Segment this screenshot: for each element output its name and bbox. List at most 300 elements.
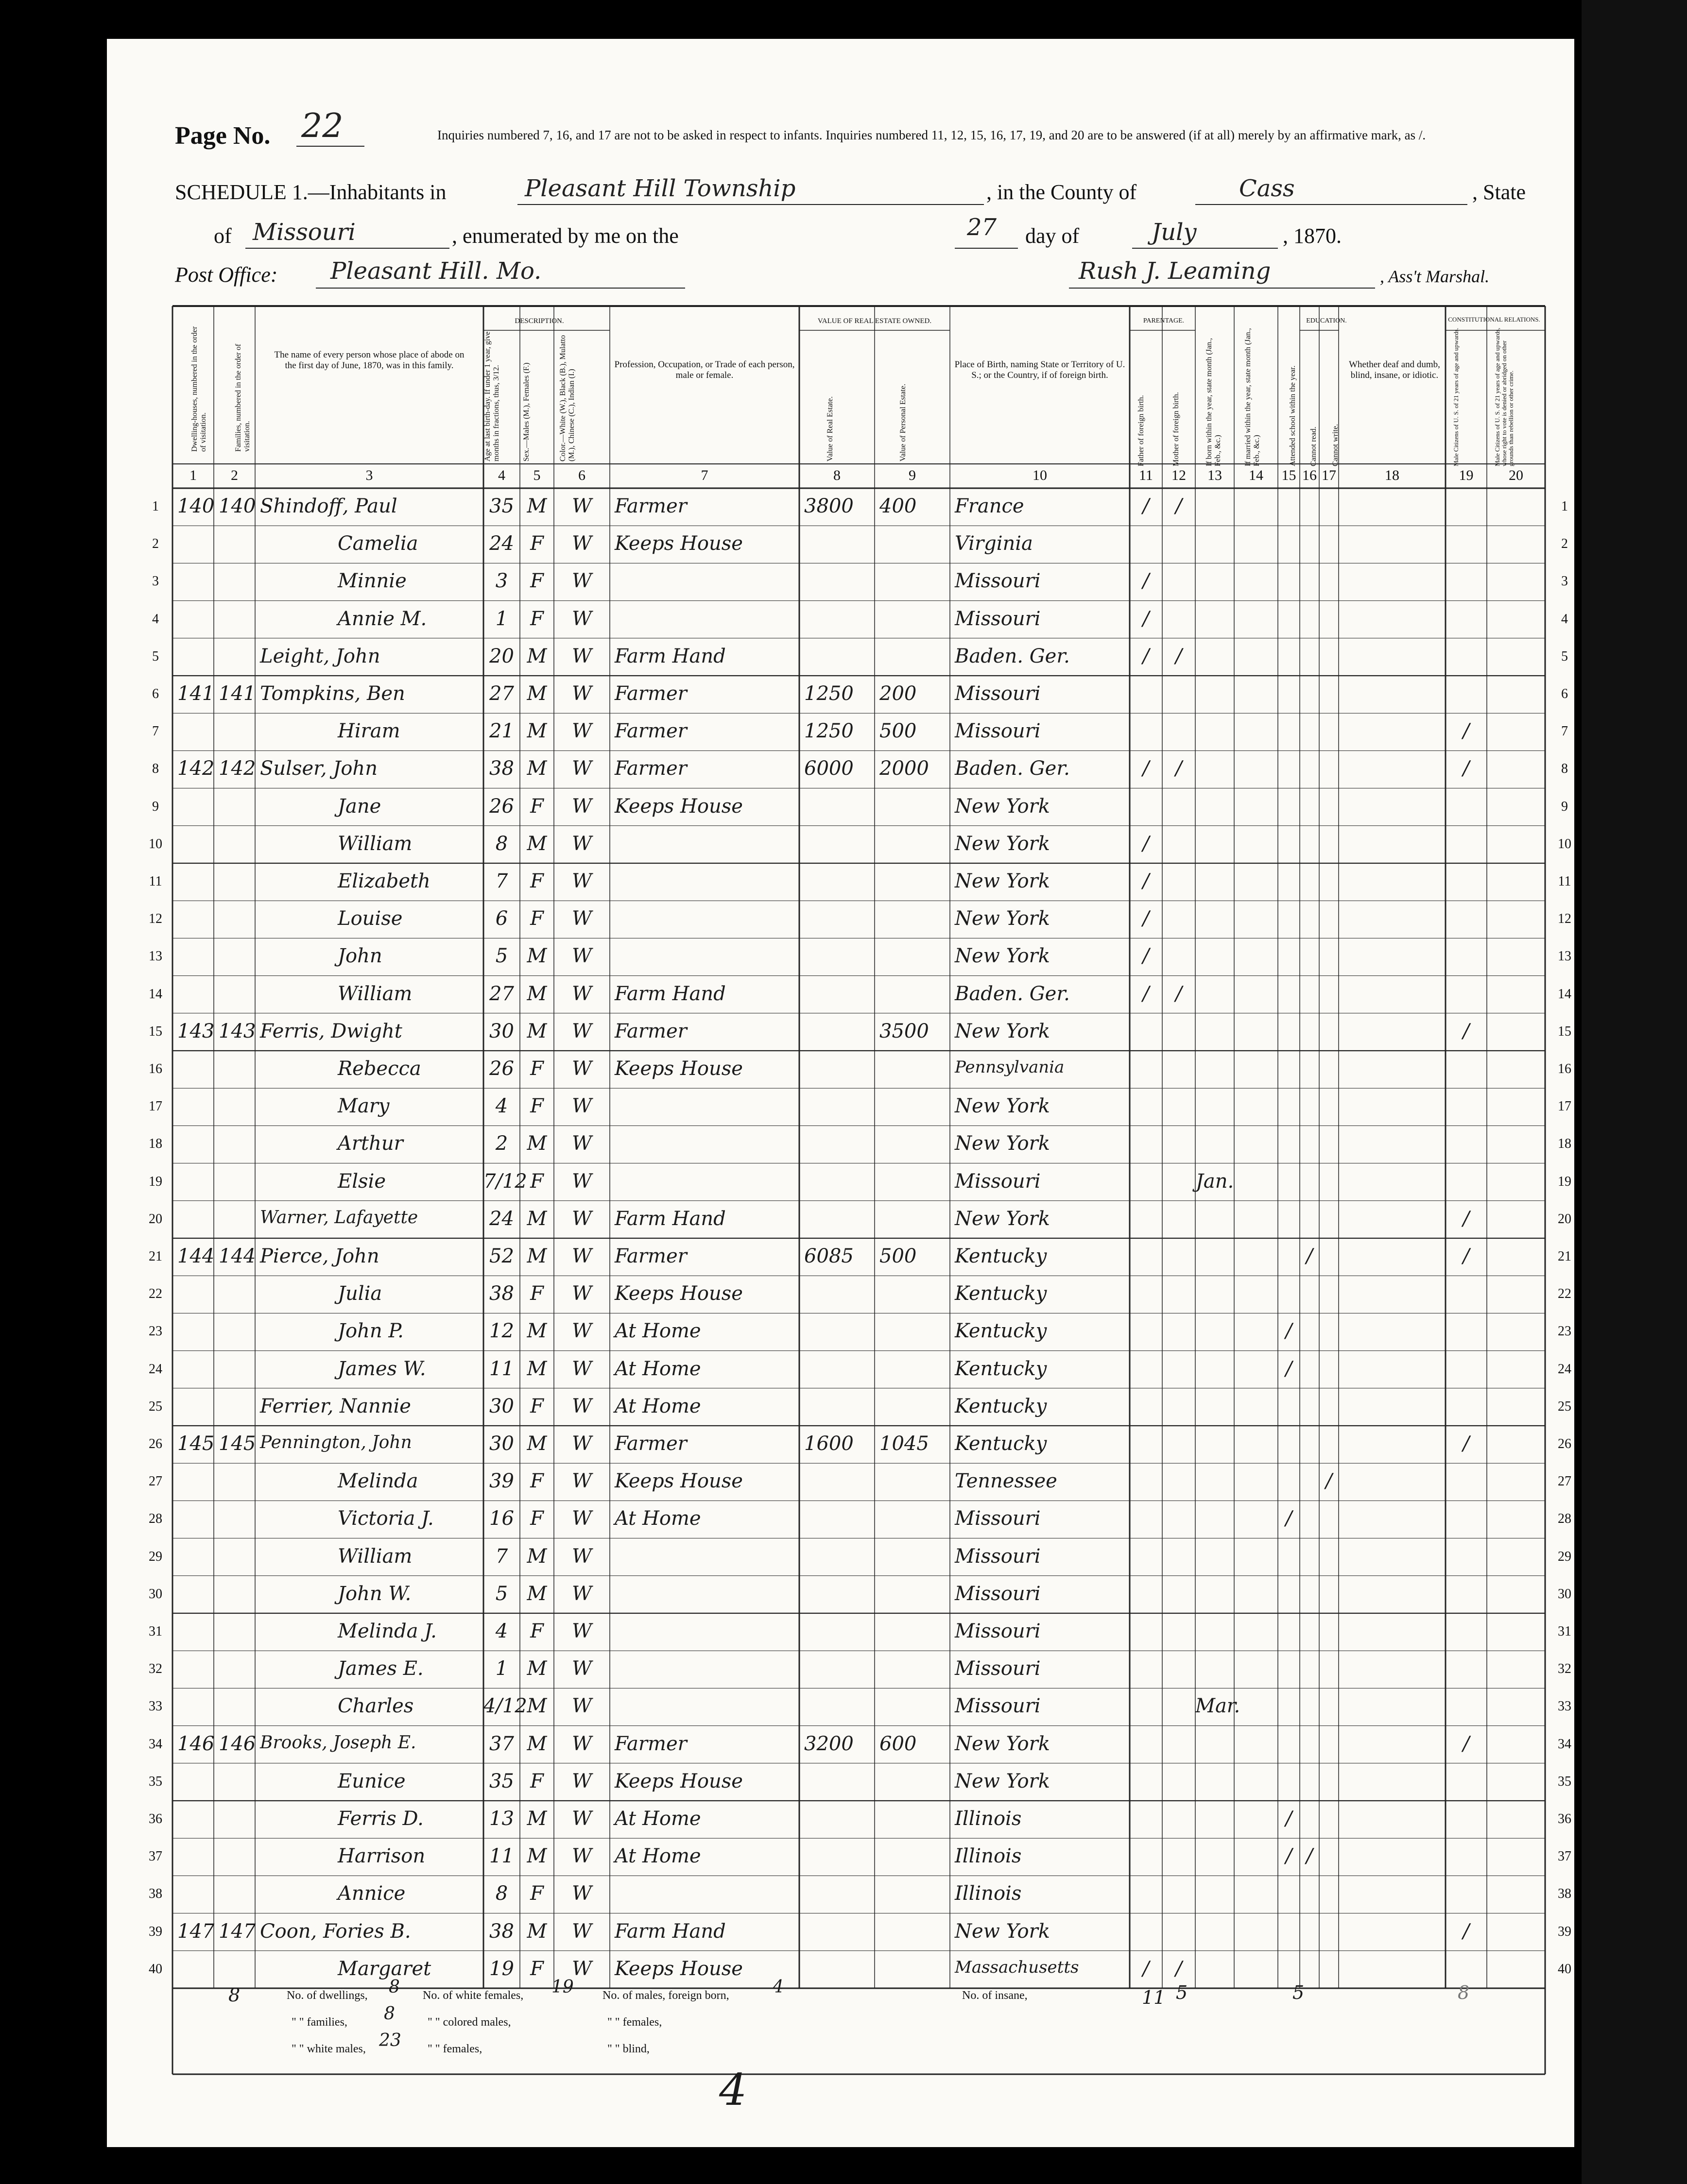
- sex: M: [527, 1582, 547, 1605]
- person-name: Shindoff, Paul: [260, 495, 397, 517]
- sex: M: [527, 1020, 547, 1042]
- bottom-mark: 4: [719, 2065, 747, 2116]
- line-number: 33: [149, 1699, 162, 1714]
- father-foreign-mark: /: [1142, 870, 1150, 892]
- sex: M: [527, 1132, 547, 1155]
- blind-label: " " blind,: [607, 2043, 650, 2055]
- age: 35: [489, 495, 514, 517]
- cannot-write-mark: /: [1326, 1470, 1332, 1493]
- line-number: 14: [149, 986, 162, 1002]
- line-number: 32: [1558, 1661, 1571, 1677]
- line-number: 39: [149, 1924, 162, 1939]
- line-number: 35: [1558, 1774, 1571, 1789]
- color: W: [571, 757, 592, 780]
- color: W: [571, 1470, 592, 1493]
- color: W: [571, 1170, 592, 1193]
- line-number: 24: [1558, 1361, 1571, 1377]
- birthplace: New York: [955, 795, 1050, 818]
- sex: M: [527, 1657, 547, 1680]
- person-name: Sulser, John: [260, 757, 378, 780]
- col15-heading: Attended school within the year.: [1289, 365, 1297, 466]
- sex: M: [527, 720, 547, 743]
- constitutional-heading: CONSTITUTIONAL RELATIONS.: [1448, 316, 1540, 323]
- sex: M: [527, 1433, 547, 1455]
- col12-heading: Mother of foreign birth.: [1172, 392, 1180, 466]
- personal-estate-value: 500: [879, 720, 917, 743]
- birthplace: New York: [955, 1095, 1050, 1118]
- birthplace: Missouri: [955, 1657, 1041, 1680]
- line-number: 37: [149, 1849, 162, 1864]
- color: W: [571, 532, 592, 555]
- age: 38: [489, 757, 514, 780]
- color: W: [571, 870, 592, 892]
- line-number: 36: [149, 1811, 162, 1826]
- sex: F: [530, 1882, 544, 1905]
- person-name: Pennington, John: [260, 1433, 412, 1452]
- line-number: 9: [1561, 799, 1568, 814]
- line-number: 34: [1558, 1736, 1571, 1752]
- footer-col-total: 8: [228, 1984, 241, 2006]
- father-foreign-mark: /: [1142, 570, 1150, 593]
- line-number: 39: [1558, 1924, 1571, 1939]
- family-number: 144: [219, 1245, 256, 1267]
- age: 21: [489, 720, 514, 743]
- birthplace: New York: [955, 1207, 1050, 1230]
- color: W: [571, 607, 592, 630]
- person-name: Victoria J.: [338, 1507, 434, 1530]
- line-number: 40: [1558, 1961, 1571, 1977]
- females-foreign-label: " " females,: [607, 2016, 662, 2029]
- citizen-mark: /: [1463, 1245, 1470, 1267]
- col6-heading: Color.—White (W.), Black (B.), Mulatto (M.), Chinese (C.), Indian (I.): [559, 335, 576, 461]
- age: 38: [489, 1920, 514, 1943]
- line-number: 28: [149, 1511, 162, 1527]
- line-number: 22: [1558, 1286, 1571, 1302]
- tally-school: 5: [1292, 1982, 1305, 2003]
- tally-mother: 5: [1176, 1982, 1188, 2003]
- age: 8: [495, 1882, 508, 1905]
- line-number: 38: [149, 1886, 162, 1902]
- line-number: 16: [149, 1061, 162, 1076]
- post-office-name: Pleasant Hill. Mo.: [330, 257, 542, 285]
- occupation: Keeps House: [615, 1470, 743, 1493]
- line-number: 34: [149, 1736, 162, 1752]
- father-foreign-mark: /: [1142, 607, 1150, 630]
- birthplace: Missouri: [955, 1695, 1041, 1718]
- line-number: 7: [152, 724, 159, 739]
- description-heading: DESCRIPTION.: [515, 317, 564, 325]
- sex: M: [527, 682, 547, 705]
- birthplace: New York: [955, 945, 1050, 968]
- col19-heading: Male Citizens of U. S. of 21 years of age and upwards.: [1452, 327, 1460, 466]
- person-name: John W.: [338, 1582, 412, 1605]
- line-number: 3: [1561, 574, 1568, 589]
- family-number: 142: [219, 757, 256, 780]
- dwelling-number: 145: [177, 1433, 215, 1455]
- sex: M: [527, 1808, 547, 1830]
- school-mark: /: [1285, 1845, 1292, 1868]
- father-foreign-mark: /: [1142, 832, 1150, 855]
- col13-heading: If born within the year, state month (Jan., Feb., &c.): [1205, 338, 1222, 466]
- parentage-heading: PARENTAGE.: [1143, 317, 1185, 324]
- col5-heading: Sex.—Males (M.), Females (F.): [522, 362, 531, 461]
- col8-heading: Value of Real Estate.: [826, 396, 834, 461]
- white-males-label: " " white males,: [292, 2043, 366, 2055]
- occupation: Farmer: [615, 1732, 687, 1755]
- family-number: 147: [219, 1920, 256, 1943]
- col9-heading: Value of Personal Estate.: [899, 384, 907, 461]
- father-foreign-mark: /: [1142, 907, 1150, 930]
- enumeration-month: July: [1152, 219, 1197, 246]
- personal-estate-value: 2000: [879, 757, 929, 780]
- color: W: [571, 570, 592, 593]
- color: W: [571, 1320, 592, 1343]
- line-number: 19: [1558, 1174, 1571, 1189]
- age: 4: [495, 1620, 508, 1642]
- column-number: 3: [365, 467, 373, 483]
- tally-citizens: 8: [1458, 1982, 1470, 2003]
- line-number: 28: [1558, 1511, 1571, 1527]
- mother-foreign-mark: /: [1175, 645, 1182, 667]
- color: W: [571, 982, 592, 1005]
- age: 11: [489, 1845, 514, 1868]
- person-name: James E.: [338, 1657, 424, 1680]
- sex: M: [527, 832, 547, 855]
- person-name: Jane: [338, 795, 381, 818]
- birthplace: Kentucky: [955, 1357, 1047, 1380]
- color: W: [571, 1957, 592, 1980]
- occupation: Keeps House: [615, 795, 743, 818]
- personal-estate-value: 400: [879, 495, 917, 517]
- column-number: 5: [533, 467, 541, 483]
- occupation: Farm Hand: [615, 645, 726, 667]
- scan-edge: [1582, 0, 1687, 2184]
- mother-foreign-mark: /: [1175, 982, 1182, 1005]
- sex: F: [530, 1770, 544, 1792]
- enumerated-label: , enumerated by me on the: [452, 224, 679, 248]
- citizen-mark: /: [1463, 757, 1470, 780]
- person-name: William: [338, 832, 413, 855]
- dwelling-number: 140: [177, 495, 215, 517]
- color: W: [571, 495, 592, 517]
- township-name: Pleasant Hill Township: [525, 175, 796, 202]
- cannot-read-mark: /: [1306, 1245, 1313, 1267]
- person-name: Minnie: [338, 570, 407, 593]
- birthplace: New York: [955, 1020, 1050, 1042]
- line-number: 40: [149, 1961, 162, 1977]
- line-number: 27: [149, 1474, 162, 1489]
- sex: M: [527, 1920, 547, 1943]
- color: W: [571, 1095, 592, 1118]
- sex: M: [527, 645, 547, 667]
- line-number: 23: [149, 1324, 162, 1339]
- line-number: 14: [1558, 986, 1571, 1002]
- dwelling-number: 143: [177, 1020, 215, 1042]
- line-number: 12: [1558, 911, 1571, 927]
- sex: F: [530, 1058, 544, 1080]
- color: W: [571, 1207, 592, 1230]
- sex: M: [527, 1207, 547, 1230]
- line-number: 18: [149, 1136, 162, 1152]
- occupation: Keeps House: [615, 1770, 743, 1792]
- real-estate-value: 1600: [804, 1433, 854, 1455]
- birthplace: New York: [955, 1920, 1050, 1943]
- person-name: John: [338, 945, 382, 968]
- birthplace: Massachusetts: [955, 1957, 1079, 1977]
- age: 35: [489, 1770, 514, 1792]
- sex: M: [527, 495, 547, 517]
- occupation: Farmer: [615, 757, 687, 780]
- column-number: 19: [1459, 467, 1474, 483]
- page-number: 22: [301, 107, 344, 145]
- person-name: Arthur: [338, 1132, 403, 1155]
- color: W: [571, 1282, 592, 1305]
- citizen-mark: /: [1463, 1920, 1470, 1943]
- tally-father: 11: [1142, 1987, 1166, 2008]
- line-number: 26: [1558, 1436, 1571, 1451]
- line-number: 2: [152, 536, 159, 552]
- color: W: [571, 1695, 592, 1718]
- sex: F: [530, 1470, 544, 1493]
- line-number: 17: [1558, 1099, 1571, 1114]
- line-number: 1: [152, 499, 159, 514]
- person-name: Harrison: [338, 1845, 426, 1868]
- age: 24: [489, 1207, 514, 1230]
- sex: F: [530, 1282, 544, 1305]
- personal-estate-value: 600: [879, 1732, 917, 1755]
- occupation: Farm Hand: [615, 982, 726, 1005]
- line-number: 8: [1561, 761, 1568, 777]
- birthplace: Virginia: [955, 532, 1033, 555]
- person-name: Brooks, Joseph E.: [260, 1732, 416, 1753]
- line-number: 2: [1561, 536, 1568, 552]
- line-number: 32: [149, 1661, 162, 1677]
- marshal-signature: Rush J. Leaming: [1079, 257, 1271, 285]
- color: W: [571, 907, 592, 930]
- line-number: 8: [152, 761, 159, 777]
- birthplace: Kentucky: [955, 1433, 1047, 1455]
- occupation: Farmer: [615, 720, 687, 743]
- occupation: Farmer: [615, 1020, 687, 1042]
- age: 6: [495, 907, 508, 930]
- sex: M: [527, 982, 547, 1005]
- person-name: Julia: [338, 1282, 382, 1305]
- age: 26: [489, 795, 514, 818]
- birthplace: Baden. Ger.: [955, 757, 1070, 780]
- sex: M: [527, 757, 547, 780]
- enumeration-day: 27: [967, 214, 997, 241]
- sex: F: [530, 1095, 544, 1118]
- line-number: 27: [1558, 1474, 1571, 1489]
- birthplace: Missouri: [955, 607, 1041, 630]
- age: 2: [495, 1132, 508, 1155]
- color: W: [571, 832, 592, 855]
- age: 38: [489, 1282, 514, 1305]
- birthplace: Missouri: [955, 720, 1041, 743]
- age: 7/12: [483, 1170, 527, 1193]
- age: 13: [489, 1808, 514, 1830]
- of-label: of: [214, 224, 232, 248]
- personal-estate-value: 500: [879, 1245, 917, 1267]
- occupation: Farmer: [615, 1245, 687, 1267]
- line-number: 7: [1561, 724, 1568, 739]
- birthplace: Baden. Ger.: [955, 645, 1070, 667]
- color: W: [571, 1545, 592, 1568]
- inquiries-note: Inquiries numbered 7, 16, and 17 are not to be asked in respect to infants. Inquiries numbered 11, 12, 15, 16, 17, 19, and 20 are to be answered (if at all) merely by an affirmative mark, as /.: [437, 128, 1426, 142]
- line-number: 29: [149, 1549, 162, 1564]
- occupation: Keeps House: [615, 1282, 743, 1305]
- occupation: At Home: [615, 1808, 701, 1830]
- colored-females-label: " " females,: [428, 2043, 482, 2055]
- line-number: 36: [1558, 1811, 1571, 1826]
- line-number: 6: [1561, 686, 1568, 701]
- personal-estate-value: 1045: [879, 1433, 929, 1455]
- line-number: 37: [1558, 1849, 1571, 1864]
- col14-heading: If married within the year, state month (Jan., Feb., &c.): [1244, 328, 1261, 466]
- color: W: [571, 1732, 592, 1755]
- column-number: 2: [231, 467, 238, 483]
- white-females-count: 19: [551, 1977, 574, 1997]
- birthplace: Illinois: [955, 1882, 1022, 1905]
- father-foreign-mark: /: [1142, 495, 1150, 517]
- dwelling-number: 147: [177, 1920, 215, 1943]
- father-foreign-mark: /: [1142, 757, 1150, 780]
- column-number: 13: [1207, 467, 1222, 483]
- color: W: [571, 1433, 592, 1455]
- sex: F: [530, 1170, 544, 1193]
- age: 30: [489, 1020, 514, 1042]
- column-number: 14: [1249, 467, 1263, 483]
- age: 52: [489, 1245, 514, 1267]
- sex: M: [527, 1357, 547, 1380]
- color: W: [571, 945, 592, 968]
- person-name: Melinda: [338, 1470, 418, 1493]
- person-name: Annice: [338, 1882, 406, 1905]
- person-name: Leight, John: [260, 645, 380, 667]
- age: 4: [495, 1095, 508, 1118]
- line-number: 19: [149, 1174, 162, 1189]
- marshal-suffix: , Ass't Marshal.: [1380, 267, 1490, 286]
- family-number: 141: [219, 682, 256, 705]
- family-number: 145: [219, 1433, 256, 1455]
- birthplace: Missouri: [955, 1620, 1041, 1642]
- dwelling-number: 144: [177, 1245, 215, 1267]
- age: 8: [495, 832, 508, 855]
- birthplace: Missouri: [955, 682, 1041, 705]
- line-number: 3: [152, 574, 159, 589]
- age: 37: [489, 1732, 514, 1755]
- line-number: 30: [149, 1586, 162, 1602]
- family-number: 143: [219, 1020, 256, 1042]
- real-estate-value: 6085: [804, 1245, 854, 1267]
- line-number: 1: [1561, 499, 1568, 514]
- sex: M: [527, 945, 547, 968]
- age: 5: [495, 1582, 508, 1605]
- col11-heading: Father of foreign birth.: [1137, 395, 1145, 466]
- column-number: 6: [578, 467, 585, 483]
- line-number: 20: [1558, 1211, 1571, 1227]
- column-number: 16: [1302, 467, 1317, 483]
- person-name: Elsie: [338, 1170, 386, 1193]
- sex: F: [530, 607, 544, 630]
- color: W: [571, 1132, 592, 1155]
- color: W: [571, 1395, 592, 1417]
- sex: F: [530, 1957, 544, 1980]
- line-number: 35: [149, 1774, 162, 1789]
- sex: F: [530, 870, 544, 892]
- occupation: At Home: [615, 1845, 701, 1868]
- sex: F: [530, 1395, 544, 1417]
- color: W: [571, 1245, 592, 1267]
- line-number: 13: [149, 949, 162, 964]
- line-number: 6: [152, 686, 159, 701]
- age: 7: [495, 1545, 508, 1568]
- birthplace: New York: [955, 832, 1050, 855]
- dwelling-number: 142: [177, 757, 215, 780]
- col20-heading: Male Citizens of U. S. of 21 years of age and upwards, whose right to vote is denied or abridged on other grounds than rebellion or other crime.: [1494, 327, 1515, 466]
- color: W: [571, 1770, 592, 1792]
- colored-males-label: " " colored males,: [428, 2016, 511, 2029]
- line-number: 23: [1558, 1324, 1571, 1339]
- birthplace: Baden. Ger.: [955, 982, 1070, 1005]
- citizen-mark: /: [1463, 1207, 1470, 1230]
- col18-heading: Whether deaf and dumb, blind, insane, or idiotic.: [1349, 359, 1440, 380]
- real-estate-value: 6000: [804, 757, 854, 780]
- state-suffix: , State: [1472, 180, 1526, 204]
- day-of-label: day of: [1025, 224, 1080, 248]
- line-number: 25: [1558, 1399, 1571, 1414]
- line-number: 12: [149, 911, 162, 927]
- line-number: 24: [149, 1361, 162, 1377]
- person-name: Ferris, Dwight: [260, 1020, 402, 1042]
- line-number: 9: [152, 799, 159, 814]
- age: 5: [495, 945, 508, 968]
- citizen-mark: /: [1463, 1732, 1470, 1755]
- county-name: Cass: [1239, 175, 1295, 202]
- person-name: William: [338, 982, 413, 1005]
- age: 16: [489, 1507, 514, 1530]
- county-prefix: , in the County of: [986, 180, 1137, 204]
- family-number: 140: [219, 495, 256, 517]
- age: 4/12: [483, 1695, 527, 1718]
- line-number: 11: [149, 874, 162, 889]
- sex: M: [527, 1732, 547, 1755]
- sex: F: [530, 907, 544, 930]
- age: 1: [495, 1657, 508, 1680]
- citizen-mark: /: [1463, 1020, 1470, 1042]
- line-number: 26: [149, 1436, 162, 1451]
- occupation: Keeps House: [615, 1957, 743, 1980]
- col7-heading: Profession, Occupation, or Trade of each person, male or female.: [614, 359, 795, 380]
- birthplace: New York: [955, 870, 1050, 892]
- post-office-label: Post Office:: [175, 263, 278, 287]
- occupation: At Home: [615, 1320, 701, 1343]
- occupation: Farm Hand: [615, 1207, 726, 1230]
- cannot-read-mark: /: [1306, 1845, 1313, 1868]
- color: W: [571, 682, 592, 705]
- line-number: 4: [152, 611, 159, 627]
- real-estate-value: 3200: [804, 1732, 854, 1755]
- age: 20: [489, 645, 514, 667]
- col16-heading: Cannot read.: [1309, 427, 1318, 466]
- person-name: Annie M.: [338, 607, 427, 630]
- birthplace: Illinois: [955, 1808, 1022, 1830]
- column-number: 18: [1385, 467, 1399, 483]
- sex: F: [530, 570, 544, 593]
- age: 7: [495, 870, 508, 892]
- line-number: 25: [149, 1399, 162, 1414]
- age: 30: [489, 1395, 514, 1417]
